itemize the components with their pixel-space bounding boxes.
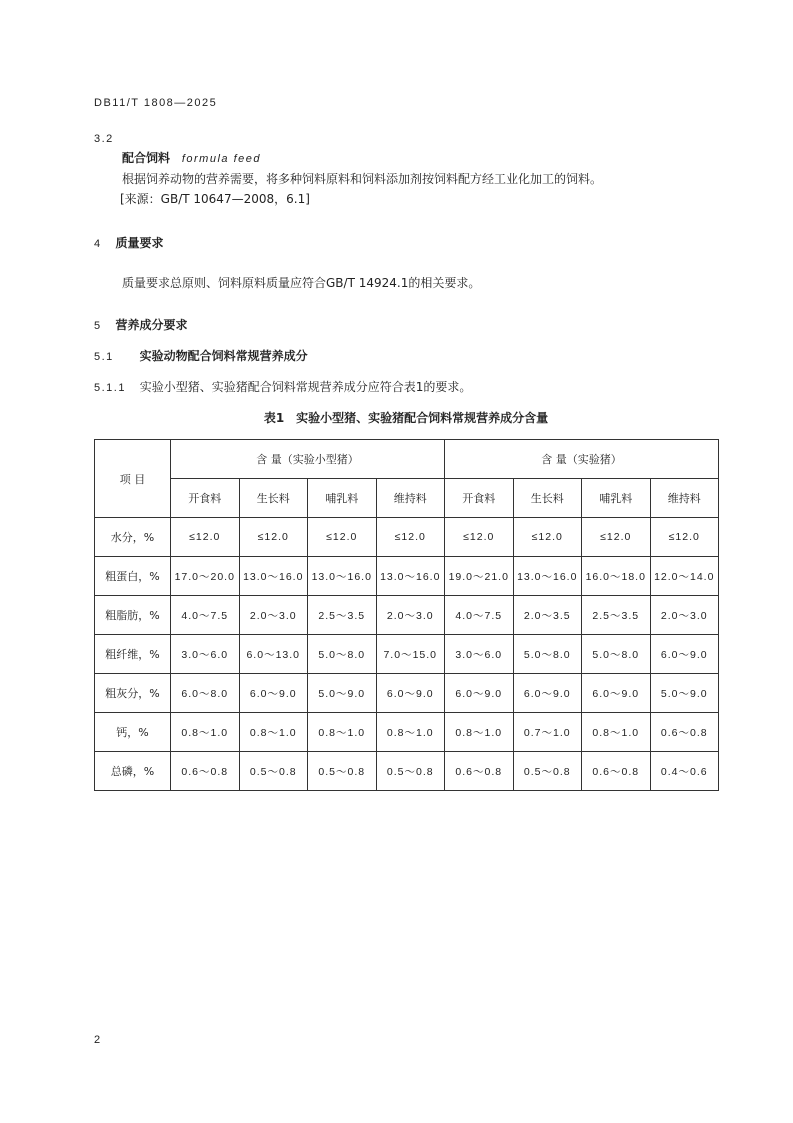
table-header-row [95,440,719,479]
table-cell: 2.0～3.0 [650,596,719,635]
term-definition: 根据饲养动物的营养需要，将多种饲料原料和饲料添加剂按饲料配方经工业化加工的饲料。 [122,172,603,186]
table-cell: ≤12.0 [582,518,651,557]
table-cell: 0.6～0.8 [445,752,514,791]
sub-header: 维持料 [376,479,445,518]
table-cell: 6.0～9.0 [445,674,514,713]
sub-header: 开食料 [445,479,514,518]
row-label: 总磷，% [95,752,171,791]
section-number: 4 [94,238,102,250]
table-cell: 16.0～18.0 [582,557,651,596]
page-number: 2 [94,1034,102,1046]
table-cell: 17.0～20.0 [171,557,240,596]
section-number: 5.1.1 [94,382,126,394]
table-cell: 12.0～14.0 [650,557,719,596]
section-number: 5 [94,320,102,332]
section-4-body: 质量要求总原则、饲料原料质量应符合GB/T 14924.1的相关要求。 [122,276,481,290]
table-cell: 5.0～9.0 [308,674,377,713]
section-heading-5-1 [94,348,308,365]
table-cell: 5.0～8.0 [308,635,377,674]
table-row [95,557,719,596]
table-cell: 2.5～3.5 [308,596,377,635]
sub-header: 生长料 [513,479,582,518]
sub-header: 维持料 [650,479,719,518]
table-cell: ≤12.0 [308,518,377,557]
table-row [95,713,719,752]
table-cell: 0.8～1.0 [239,713,308,752]
table-cell: 0.5～0.8 [239,752,308,791]
table-row [95,635,719,674]
table-cell: 6.0～9.0 [376,674,445,713]
clause-text: 实验小型猪、实验猪配合饲料常规营养成分应符合表1的要求。 [139,380,472,394]
table-cell: 0.6～0.8 [650,713,719,752]
clause-number: 3.2 [94,133,114,145]
table-cell: 0.5～0.8 [376,752,445,791]
table-cell: 13.0～16.0 [513,557,582,596]
row-label: 粗脂肪，% [95,596,171,635]
term-en: formula feed [181,153,261,165]
table-cell: 19.0～21.0 [445,557,514,596]
group-header: 含 量（实验小型猪） [171,440,445,479]
table-cell: ≤12.0 [445,518,514,557]
table-cell: 0.8～1.0 [308,713,377,752]
table-cell: 0.7～1.0 [513,713,582,752]
table-cell: 2.0～3.5 [513,596,582,635]
item-header: 项 目 [95,440,171,518]
table-cell: 0.8～1.0 [445,713,514,752]
table-row [95,674,719,713]
table-cell: 2.0～3.0 [239,596,308,635]
table-cell: 7.0～15.0 [376,635,445,674]
table-cell: 6.0～9.0 [513,674,582,713]
table-cell: ≤12.0 [376,518,445,557]
table-cell: 13.0～16.0 [239,557,308,596]
table-cell: 5.0～9.0 [650,674,719,713]
table-cell: 4.0～7.5 [445,596,514,635]
table-cell: 0.5～0.8 [513,752,582,791]
table-cell: 0.8～1.0 [376,713,445,752]
table-cell: ≤12.0 [513,518,582,557]
section-title: 营养成分要求 [115,318,188,332]
table-cell: 0.6～0.8 [171,752,240,791]
table-cell: 6.0～13.0 [239,635,308,674]
table-cell: ≤12.0 [171,518,240,557]
table-cell: 3.0～6.0 [171,635,240,674]
table-cell: 6.0～9.0 [582,674,651,713]
section-heading-4 [94,235,163,252]
table-cell: 0.4～0.6 [650,752,719,791]
sub-header: 生长料 [239,479,308,518]
row-label: 粗纤维，% [95,635,171,674]
table-cell: 0.6～0.8 [582,752,651,791]
table-cell: 2.0～3.0 [376,596,445,635]
group-header: 含 量（实验猪） [445,440,719,479]
table-cell: ≤12.0 [650,518,719,557]
sub-header: 开食料 [171,479,240,518]
table-row [95,752,719,791]
table-cell: 5.0～8.0 [513,635,582,674]
table-cell: 6.0～9.0 [650,635,719,674]
row-label: 水分，% [95,518,171,557]
section-number: 5.1 [94,351,114,363]
row-label: 粗灰分，% [95,674,171,713]
term-source: [来源：GB/T 10647—2008，6.1] [120,192,310,206]
table-subheader-row [95,479,719,518]
sub-header: 哺乳料 [582,479,651,518]
section-heading-5 [94,317,187,334]
table-cell: 6.0～8.0 [171,674,240,713]
table-cell: 3.0～6.0 [445,635,514,674]
term-cn: 配合饲料 [122,151,171,165]
table-cell: 2.5～3.5 [582,596,651,635]
table-cell: 13.0～16.0 [308,557,377,596]
table-row [95,518,719,557]
term-heading [122,150,261,167]
clause-5-1-1 [94,379,471,396]
table-cell: 0.8～1.0 [171,713,240,752]
table-cell: ≤12.0 [239,518,308,557]
section-title: 质量要求 [115,236,164,250]
table-row [95,596,719,635]
table-cell: 0.5～0.8 [308,752,377,791]
table-cell: 13.0～16.0 [376,557,445,596]
section-title: 实验动物配合饲料常规营养成分 [139,349,308,363]
table-cell: 6.0～9.0 [239,674,308,713]
nutrition-table [94,439,719,791]
document-code: DB11/T 1808—2025 [94,97,218,109]
row-label: 粗蛋白，% [95,557,171,596]
table-cell: 5.0～8.0 [582,635,651,674]
sub-header: 哺乳料 [308,479,377,518]
table-cell: 4.0～7.5 [171,596,240,635]
table-caption: 表1 实验小型猪、实验猪配合饲料常规营养成分含量 [263,411,549,425]
table-cell: 0.8～1.0 [582,713,651,752]
row-label: 钙，% [95,713,171,752]
